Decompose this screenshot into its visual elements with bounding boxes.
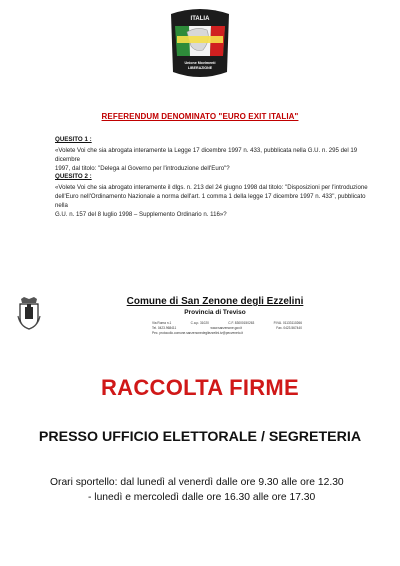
raccolta-firme-headline: RACCOLTA FIRME [100, 375, 300, 400]
quesito-2-label: QUESITO 2 : [55, 173, 92, 180]
quesito-2-line: G.U. n. 157 del 8 luglio 1998 – Supplemento Ordinario n. 116»? [55, 211, 227, 218]
contact-address: Via Roma n.1 [152, 321, 172, 325]
contact-row [152, 331, 302, 335]
orari-line-2: - lunedì e mercoledì dalle ore 16.30 alle ore 17.30 [88, 492, 316, 503]
contact-pec: Pec. protocollo.comune.sanzenonedegliezzelini.tv@pecveneto.it [152, 331, 243, 335]
quesito-2-text [55, 183, 370, 219]
contact-cap: C.a.p. 31020 [190, 321, 209, 325]
quesito-1-label: QUESITO 1 : [55, 136, 92, 143]
contact-fax: Fax. 0423.567440 [276, 326, 302, 330]
svg-text:Unione Movimenti: Unione Movimenti [184, 61, 216, 65]
quesito-1-text [55, 146, 370, 173]
location-heading: PRESSO UFFICIO ELETTORALE / SEGRETERIA [38, 429, 362, 445]
provincia: Provincia di Treviso [184, 309, 246, 316]
contact-row [152, 321, 302, 325]
contact-tel: Tel. 0423.968411 [152, 326, 177, 330]
quesito-2-line: dell'Euro nell'Ordinamento Nazionale a norma dell'art. 1 comma 1 della legge 17 dicembre 1997 n. 433", pubblicato nella [55, 193, 366, 209]
coat-of-arms-icon [16, 296, 42, 330]
comune-name: Comune di San Zenone degli Ezzelini [126, 296, 304, 307]
italia-liberazione-logo [167, 6, 233, 80]
quesito-1-line: «Volete Voi che sia abrogata interamente la Legge 17 dicembre 1997 n. 433, pubblicata nella G.U. n. 295 del 19 dicembre [55, 147, 358, 163]
svg-text:LIBERAZIONE: LIBERAZIONE [187, 66, 213, 70]
orari-line-1: Orari sportello: dal lunedì al venerdì dalle ore 9.30 alle ore 12.30 [50, 477, 344, 488]
contact-web: www.sanzenone.gov.it [210, 326, 242, 330]
quesito-2-line: «Volete Voi che sia abrogato interamente il dlgs. n. 213 del 24 giugno 1998 dal titolo: "Disposizioni per l'introduzione [55, 184, 368, 191]
logo-banner-text: ITALIA [190, 16, 210, 22]
contact-piva: P.IVA. 01133110266 [273, 321, 302, 325]
contact-cf: C.F. 83000150263 [228, 321, 255, 325]
referendum-title: REFERENDUM DENOMINATO "EURO EXIT ITALIA" [101, 112, 299, 121]
contact-row [152, 326, 302, 330]
quesito-1-line: 1997, dal titolo: "Delega al Governo per l'introduzione dell'Euro"? [55, 165, 230, 172]
